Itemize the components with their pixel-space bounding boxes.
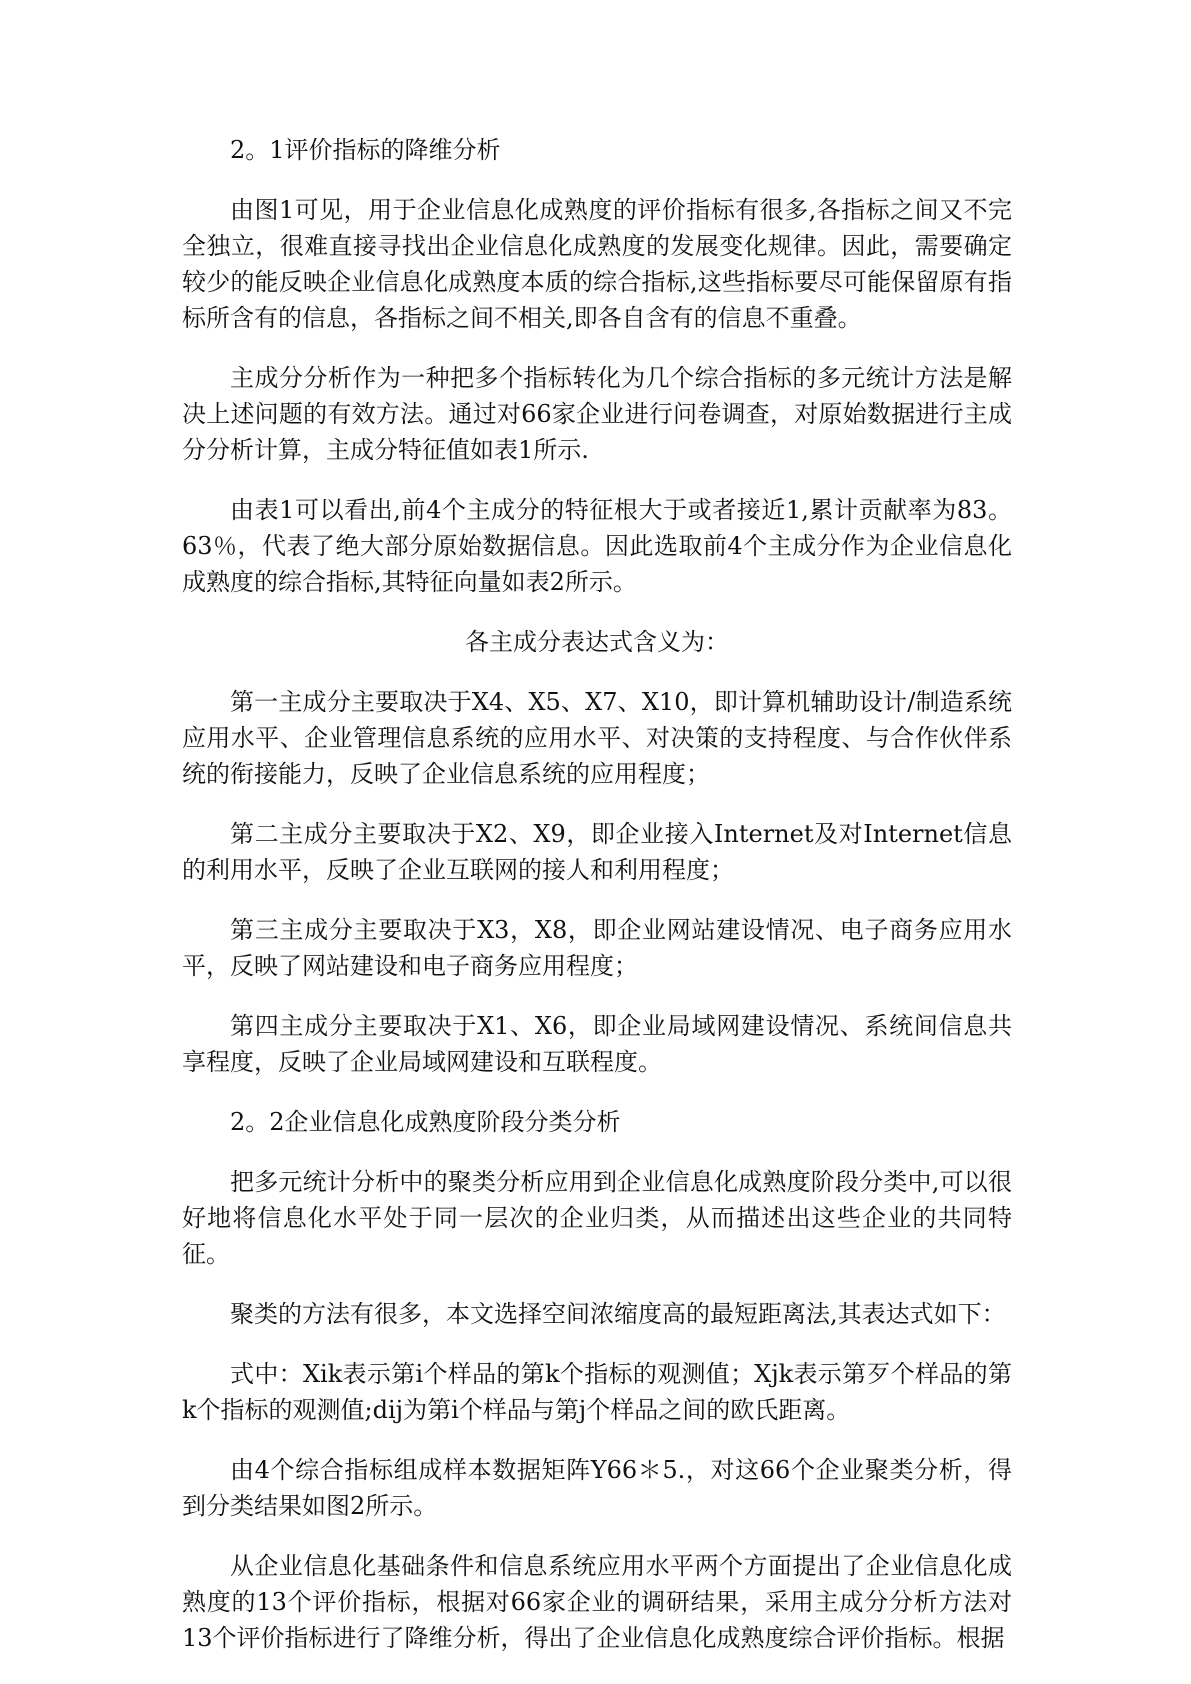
body-paragraph: 由4个综合指标组成样本数据矩阵Y66＊5.，对这66个企业聚类分析，得到分类结果如图2所示。 [182, 1456, 1012, 1520]
body-paragraph: 式中：Xik表示第i个样品的第k个指标的观测值；Xjk表示第歹个样品的第k个指标的观测值;dij为第i个样品与第j个样品之间的欧氏距离。 [182, 1360, 1012, 1424]
centered-paragraph: 各主成分表达式含义为： [465, 628, 729, 656]
body-paragraph: 第二主成分主要取决于X2、X9，即企业接入Internet及对Internet信息的利用水平，反映了企业互联网的接人和利用程度； [182, 820, 1012, 884]
section-heading-2-2: 2。2企业信息化成熟度阶段分类分析 [230, 1108, 621, 1136]
body-paragraph: 由表1可以看出,前4个主成分的特征根大于或者接近1,累计贡献率为83。63％，代表了绝大部分原始数据信息。因此选取前4个主成分作为企业信息化成熟度的综合指标,其特征向量如表2所示。 [182, 496, 1012, 596]
body-paragraph: 第四主成分主要取决于X1、X6，即企业局域网建设情况、系统间信息共享程度，反映了企业局域网建设和互联程度。 [182, 1012, 1012, 1076]
body-paragraph: 主成分分析作为一种把多个指标转化为几个综合指标的多元统计方法是解决上述问题的有效方法。通过对66家企业进行问卷调查，对原始数据进行主成分分析计算，主成分特征值如表1所示. [182, 364, 1012, 464]
body-paragraph: 从企业信息化基础条件和信息系统应用水平两个方面提出了企业信息化成熟度的13个评价指标，根据对66家企业的调研结果，采用主成分分析方法对13个评价指标进行了降维分析，得出了企业信息化成熟度综合评价指标。根据 [182, 1552, 1012, 1652]
document-body [182, 132, 1012, 1680]
section-heading-2-1: 2。1评价指标的降维分析 [230, 136, 501, 164]
body-paragraph: 聚类的方法有很多，本文选择空间浓缩度高的最短距离法,其表达式如下： [230, 1300, 1006, 1328]
body-paragraph: 由图1可见，用于企业信息化成熟度的评价指标有很多,各指标之间又不完全独立，很难直接寻找出企业信息化成熟度的发展变化规律。因此，需要确定较少的能反映企业信息化成熟度本质的综合指标,这些指标要尽可能保留原有指标所含有的信息，各指标之间不相关,即各自含有的信息不重叠。 [182, 196, 1012, 332]
body-paragraph: 第三主成分主要取决于X3，X8，即企业网站建设情况、电子商务应用水平，反映了网站建设和电子商务应用程度； [182, 916, 1012, 980]
body-paragraph: 把多元统计分析中的聚类分析应用到企业信息化成熟度阶段分类中,可以很好地将信息化水平处于同一层次的企业归类，从而描述出这些企业的共同特征。 [182, 1168, 1012, 1268]
body-paragraph: 第一主成分主要取决于X4、X5、X7、X10，即计算机辅助设计/制造系统应用水平、企业管理信息系统的应用水平、对决策的支持程度、与合作伙伴系统的衔接能力，反映了企业信息系统的应用程度； [182, 688, 1012, 788]
